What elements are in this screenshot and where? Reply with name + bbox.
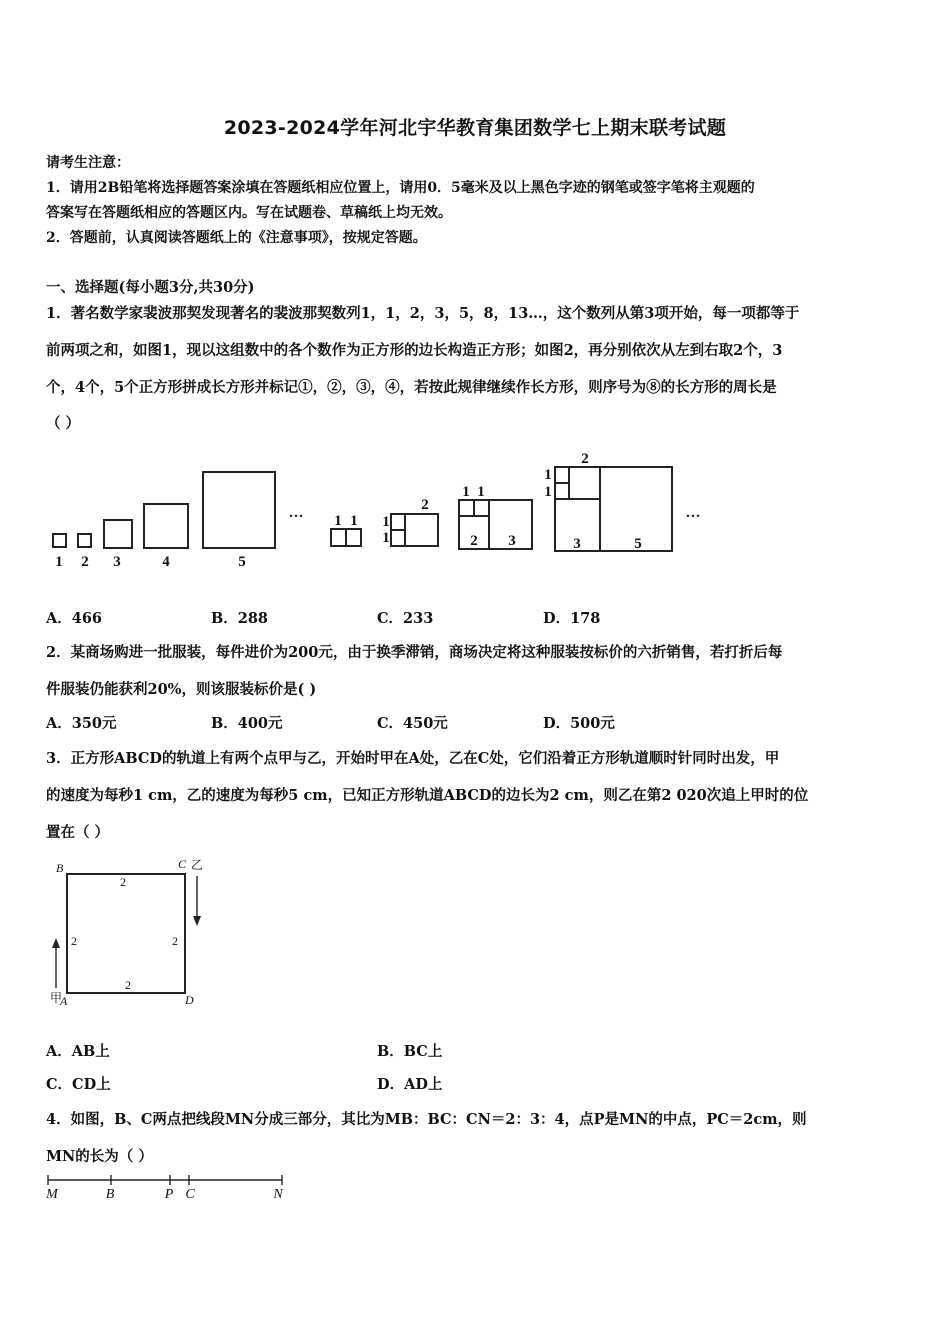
- side-right: 2: [172, 934, 178, 948]
- q2-option-d: D．500元: [543, 715, 615, 732]
- rect-3-b: [474, 500, 489, 516]
- page-title: 2023-2024学年河北宇华教育集团数学七上期末联考试题: [223, 117, 727, 139]
- rect-3-a: [459, 500, 474, 516]
- q1-option-c: C．233: [377, 610, 434, 627]
- rect-4-label-b: 1: [544, 484, 552, 500]
- q3-option-a: A．AB上: [46, 1043, 110, 1060]
- rect-2-label-b: 1: [382, 530, 390, 546]
- rect-1-label-b: 1: [350, 513, 358, 529]
- q3-option-d: D．AD上: [377, 1076, 443, 1093]
- square-track: [67, 874, 185, 993]
- section-heading: 一、选择题(每小题3分,共30分): [46, 279, 255, 296]
- side-left: 2: [71, 934, 77, 948]
- side-bottom: 2: [125, 978, 131, 992]
- rect-2-a: [391, 514, 405, 530]
- q3-figure: [40, 852, 230, 1012]
- q4-line-1: 4．如图，B、C两点把线段MN分成三部分，其比为MB：BC：CN＝2：3：4，点P是MN的中点，PC＝2cm，则: [46, 1111, 807, 1128]
- rect-1-label-a: 1: [334, 513, 342, 529]
- rect-4-label-e: 5: [634, 536, 642, 552]
- point-c: C: [185, 1187, 195, 1202]
- rect-3-label-a: 1: [462, 484, 470, 500]
- vertex-d: D: [185, 993, 194, 1007]
- square-1: [53, 534, 66, 547]
- q3-option-b: B．BC上: [377, 1043, 443, 1060]
- rect-2-b: [391, 530, 405, 546]
- ellipsis-2: …: [685, 505, 701, 521]
- q1-option-d: D．178: [543, 610, 601, 627]
- q2-line-1: 2．某商场购进一批服装，每件进价为200元，由于换季滞销，商场决定将这种服装按标价的六折销售，若打折后每: [46, 644, 783, 661]
- notice-item-1-line-1: 1．请用2B铅笔将选择题答案涂填在答题纸相应位置上，请用0．5毫米及以上黑色字迹的钢笔或签字笔将主观题的: [46, 180, 755, 196]
- q4-figure: [40, 1170, 300, 1206]
- rect-4-label-a: 1: [544, 467, 552, 483]
- square-label-3: 3: [113, 554, 121, 570]
- q1-figure: [40, 445, 720, 580]
- q2-line-2: 件服装仍能获利20%，则该服装标价是( ): [46, 681, 317, 698]
- q2-option-b: B．400元: [211, 715, 283, 732]
- q1-line-1: 1．著名数学家裴波那契发现著名的裴波那契数列1，1，2，3，5，8，13…，这个数列从第3项开始，每一项都等于: [46, 305, 800, 322]
- label-jia: 甲: [50, 991, 63, 1005]
- rect-2-c: [405, 514, 438, 546]
- rect-4-label-c: 2: [581, 451, 589, 467]
- rect-4-b: [555, 483, 569, 499]
- square-4: [144, 504, 188, 548]
- q1-option-a: A．466: [46, 610, 103, 627]
- point-b: B: [105, 1187, 115, 1202]
- rect-4-label-d: 3: [573, 536, 581, 552]
- rect-2-label-a: 1: [382, 514, 390, 530]
- rect-1-a: [331, 529, 346, 546]
- q4-line-2: MN的长为（ ）: [46, 1148, 153, 1165]
- rect-1-b: [346, 529, 361, 546]
- side-top: 2: [120, 875, 126, 889]
- vertex-b: B: [56, 861, 64, 875]
- q2-option-a: A．350元: [46, 715, 117, 732]
- label-yi: 乙: [191, 858, 204, 872]
- point-m: M: [46, 1187, 58, 1202]
- square-5: [203, 472, 275, 548]
- q1-line-3: 个，4个，5个正方形拼成长方形并标记①，②，③，④，若按此规律继续作长方形，则序号为⑧的长方形的周长是: [46, 379, 777, 396]
- vertex-a: A: [60, 994, 68, 1008]
- square-label-4: 4: [162, 554, 170, 570]
- rect-4-c: [569, 467, 600, 499]
- square-3: [104, 520, 132, 548]
- rect-2-label-c: 2: [421, 497, 429, 513]
- q3-line-3: 置在（ ）: [46, 824, 110, 841]
- q1-option-b: B．288: [211, 610, 269, 627]
- square-label-5: 5: [238, 554, 246, 570]
- jia-arrow-head: [52, 938, 60, 948]
- q1-line-2: 前两项之和，如图1，现以这组数中的各个数作为正方形的边长构造正方形；如图2，再分别依次从左到右取2个，3: [46, 342, 783, 359]
- rect-4-a: [555, 467, 569, 483]
- q3-line-2: 的速度为每秒1 cm，乙的速度为每秒5 cm，已知正方形轨道ABCD的边长为2 cm，则乙在第2 020次追上甲时的位: [46, 787, 809, 804]
- point-p: P: [164, 1187, 174, 1202]
- q1-line-4: （ ）: [46, 415, 81, 432]
- notice-item-1-line-2: 答案写在答题纸相应的答题区内。写在试题卷、草稿纸上均无效。: [46, 205, 452, 221]
- notice-item-2: 2．答题前，认真阅读答题纸上的《注意事项》，按规定答题。: [46, 230, 427, 246]
- point-n: N: [273, 1187, 283, 1202]
- square-label-2: 2: [81, 554, 89, 570]
- ellipsis-1: …: [288, 505, 304, 521]
- square-2: [78, 534, 91, 547]
- rect-3-label-c: 2: [470, 533, 478, 549]
- vertex-c: C: [178, 857, 187, 871]
- notice-heading: 请考生注意：: [46, 155, 130, 171]
- rect-3-label-b: 1: [477, 484, 485, 500]
- q3-line-1: 3．正方形ABCD的轨道上有两个点甲与乙，开始时甲在A处，乙在C处，它们沿着正方形轨道顺时针同时出发，甲: [46, 750, 780, 767]
- q2-option-c: C．450元: [377, 715, 448, 732]
- yi-arrow-head: [193, 916, 201, 926]
- q3-option-c: C．CD上: [46, 1076, 111, 1093]
- square-label-1: 1: [55, 554, 63, 570]
- rect-3-label-d: 3: [508, 533, 516, 549]
